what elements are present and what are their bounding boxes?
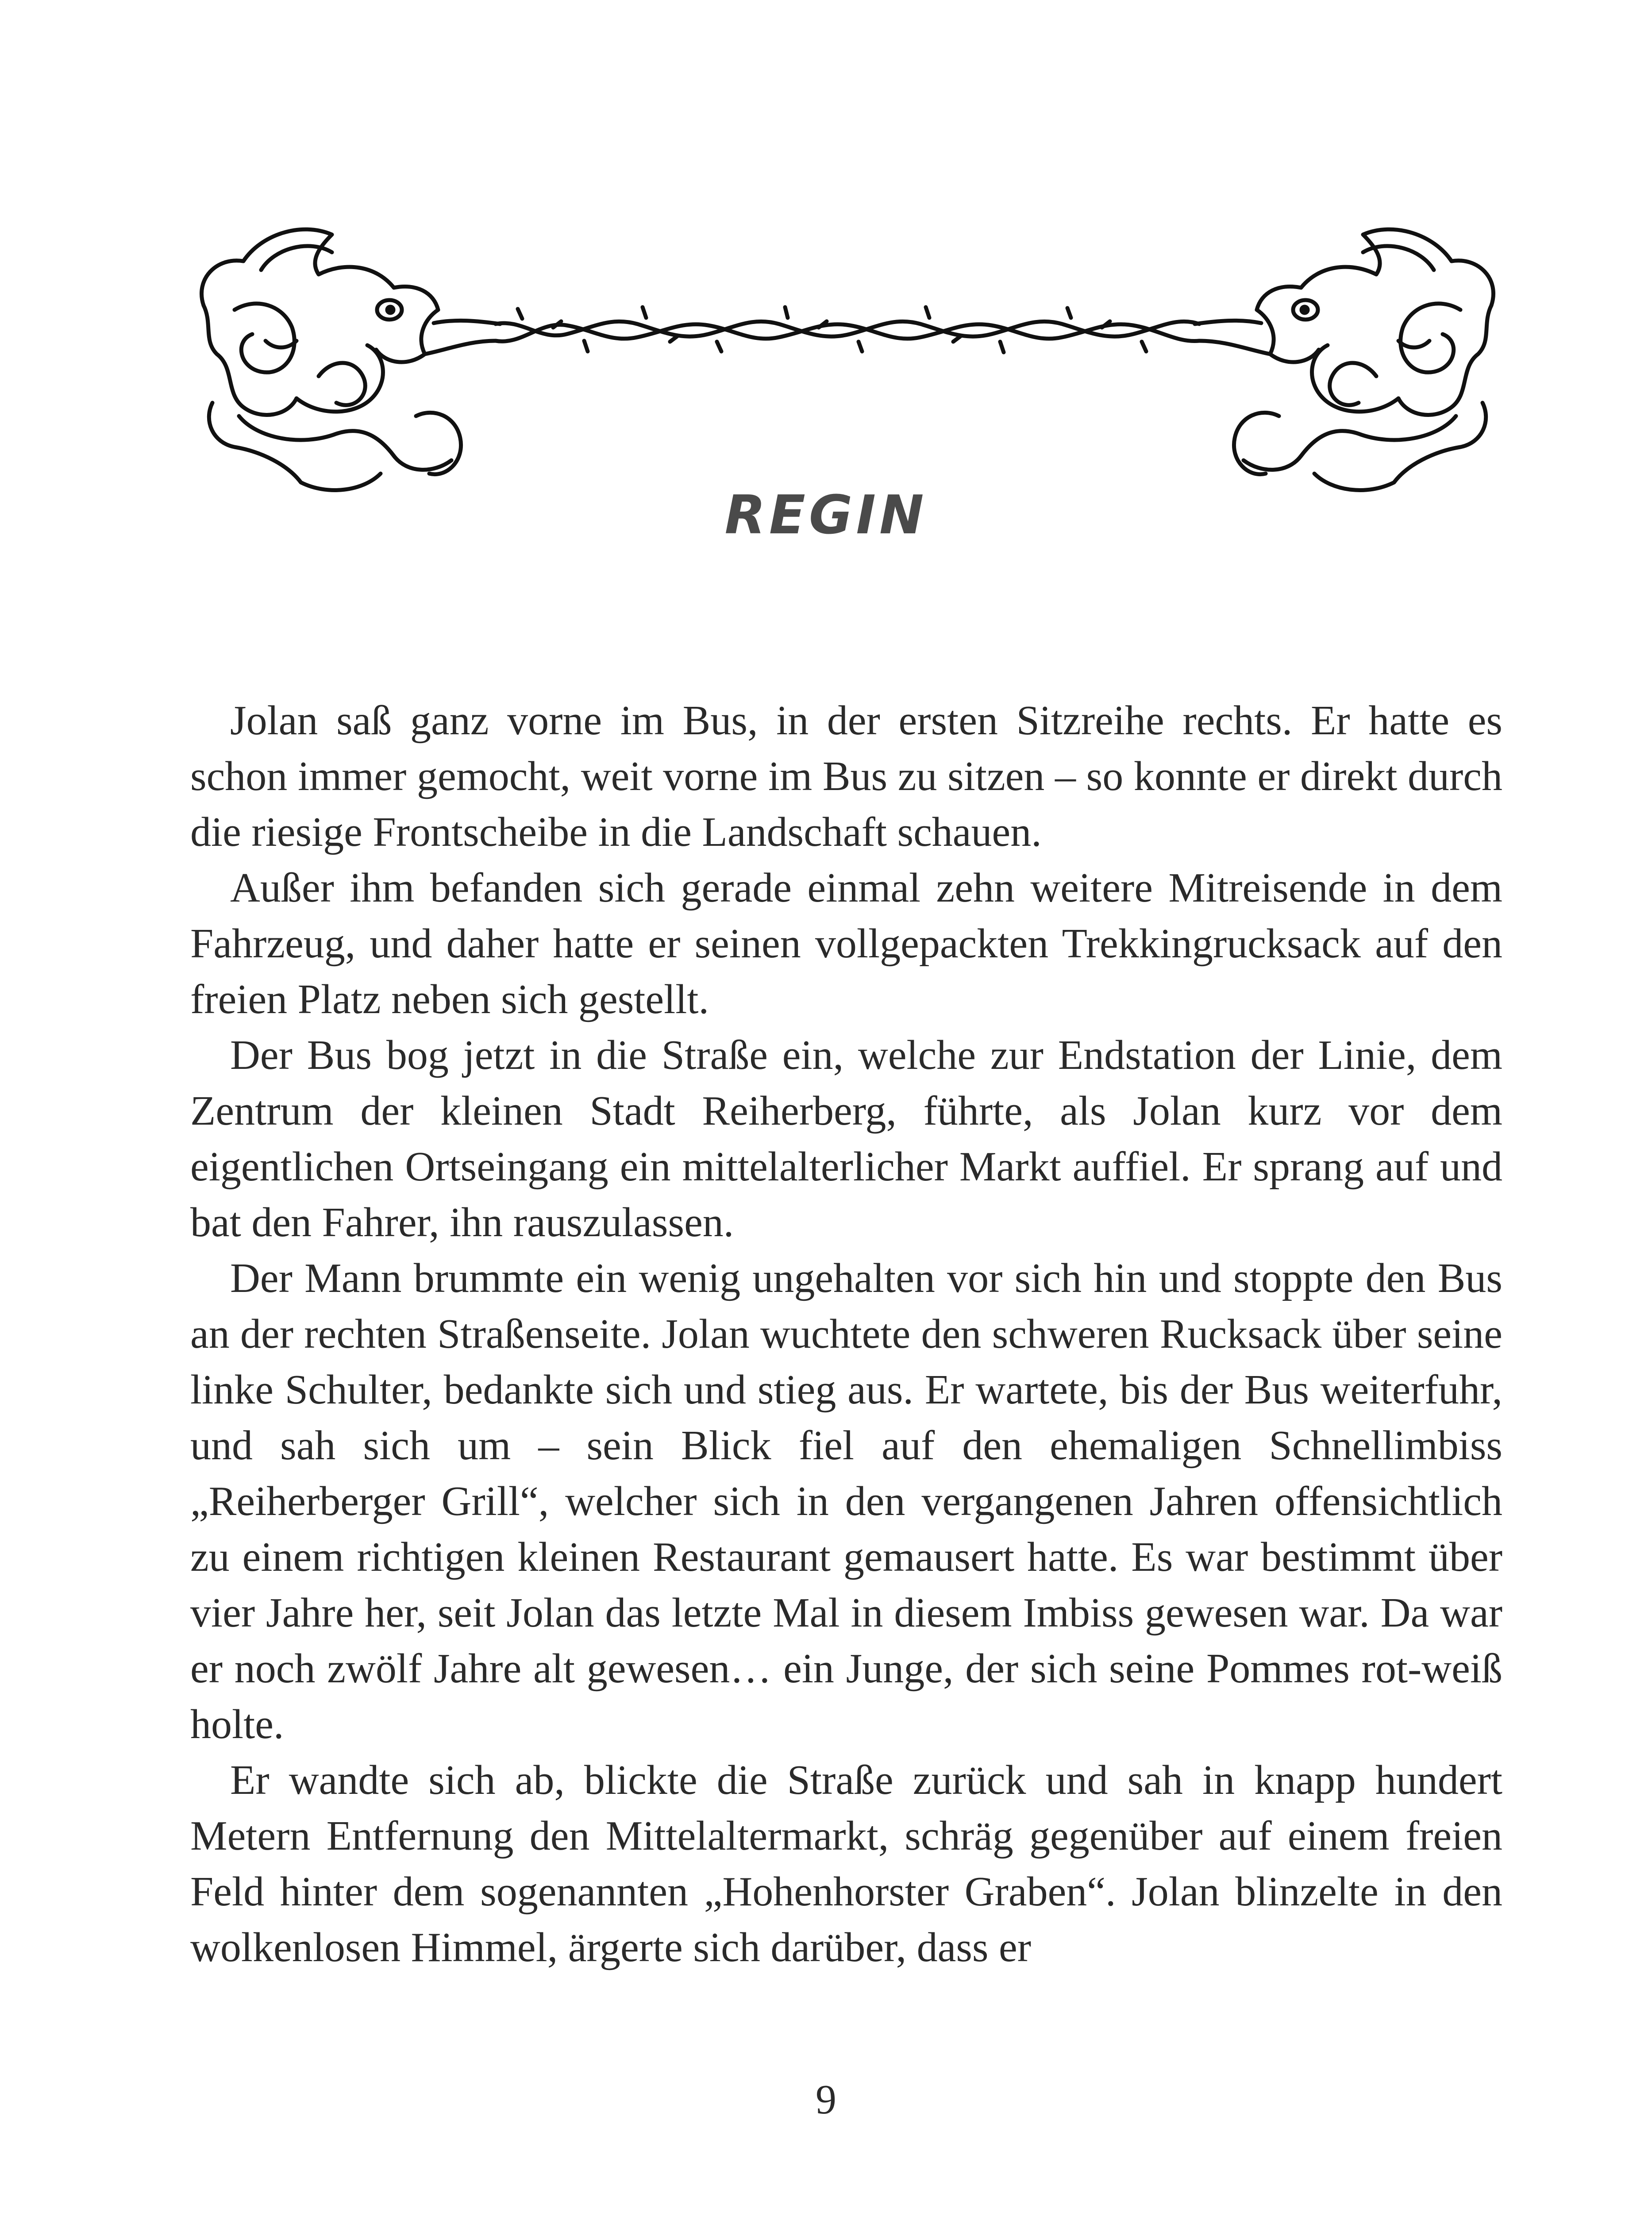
paragraph: Der Mann brummte ein wenig ungehalten vor sich hin und stoppte den Bus an der rechten Straßenseite. Jolan wuchtete den schweren Rucksack über seine linke Schulter, bedankte sich und stieg aus. Er wartete, bis der Bus weiterfuhr, und sah sich um – sein Blick fiel auf den ehemaligen Schnellimbiss „Reiherberger Grill“, welcher sich in den vergangenen Jahren offensichtlich zu einem richtigen kleinen Restaurant gemausert hatte. Es war bestimmt über vier Jahre her, seit Jolan das letzte Mal in diesem Imbiss gewesen war. Da war er noch zwölf Jahre alt gewesen… ein Junge, der sich seine Pommes rot-weiß holte. bbox=[190, 1255, 1502, 1747]
paragraph: Er wandte sich ab, blickte die Straße zurück und sah in knapp hundert Metern Entfernung den Mittelaltermarkt, schräg gegenüber auf einem freien Feld hinter dem sogenannten „Hohenhorster Graben“. Jolan blinzelte in den wolkenlosen Himmel, ärgerte sich darüber, dass er bbox=[190, 1757, 1502, 1970]
paragraph: Jolan saß ganz vorne im Bus, in der ersten Sitzreihe rechts. Er hatte es schon immer gemocht, weit vorne im Bus zu sitzen – so konnte er direkt durch die riesige Frontscheibe in die Landschaft schauen. bbox=[190, 698, 1502, 855]
paragraph: Der Bus bog jetzt in die Straße ein, welche zur Endstation der Linie, dem Zentrum der kleinen Stadt Reiherberg, führte, als Jolan kurz vor dem eigentlichen Ortseingang ein mittelalterlicher Markt auffiel. Er sprang auf und bat den Fahrer, ihn rauszulassen. bbox=[190, 1032, 1502, 1245]
body-text bbox=[190, 693, 1502, 1975]
page-number: 9 bbox=[816, 2077, 836, 2123]
chapter-title: REGIN bbox=[724, 485, 928, 546]
left-dragon-icon bbox=[202, 229, 500, 490]
paragraph: Außer ihm befanden sich gerade einmal zehn weitere Mitreisende in dem Fahrzeug, und daher hatte er seinen vollgepackten Trekkingrucksack auf den freien Platz neben sich gestellt. bbox=[190, 865, 1502, 1022]
right-dragon-icon bbox=[1195, 229, 1493, 490]
braided-rope-icon bbox=[496, 307, 1199, 352]
celtic-dragon-ornament bbox=[186, 208, 1509, 513]
